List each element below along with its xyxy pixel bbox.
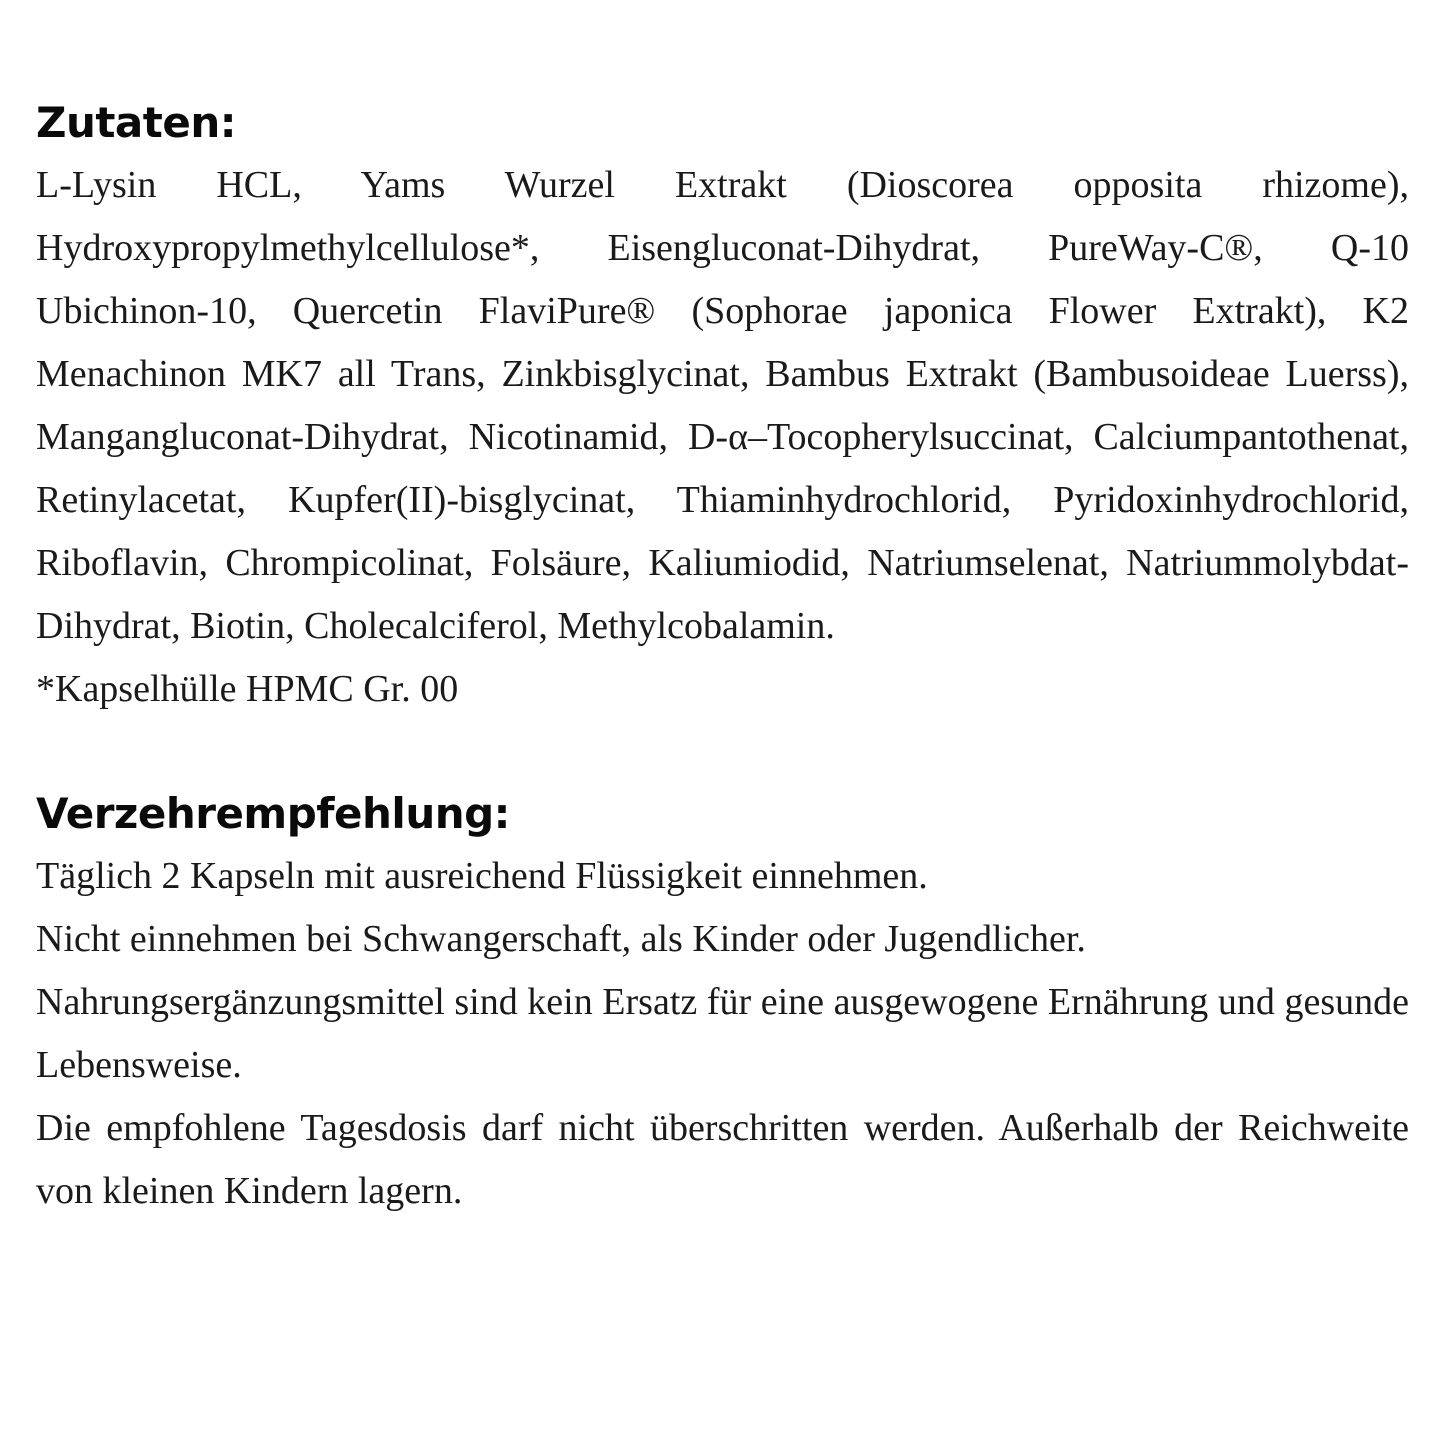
- pregnancy-warning: Nicht einnehmen bei Schwangerschaft, als Kinder oder Jugendlicher.: [36, 918, 1086, 960]
- recommendation-heading: Verzehrempfehlung:: [36, 789, 510, 838]
- storage-warning: Die empfohlene Tagesdosis darf nicht überschritten werden. Außerhalb der Reichweite von kleinen Kindern lagern.: [36, 1107, 1409, 1212]
- section-spacer: [36, 721, 1409, 783]
- capsule-footnote: *Kapselhülle HPMC Gr. 00: [36, 668, 459, 710]
- ingredients-list: L-Lysin HCL, Yams Wurzel Extrakt (Dioscorea opposita rhizome), Hydroxypropylmethylcellulose*, Eisengluconat-Dihydrat, PureWay-C®, Q-10 Ubichinon-10, Quercetin FlaviPure® (Sophorae japonica Flower Extrakt), K2 Menachinon MK7 all Trans, Zinkbisglycinat, Bambus Extrakt (Bambusoideae Luerss), Mangangluconat-Dihydrat, Nicotinamid, D-α–Tocopherylsuccinat, Calciumpantothenat, Retinylacetat, Kupfer(II)-bisglycinat, Thiaminhydrochlorid, Pyridoxinhydrochlorid, Riboflavin, Chrompicolinat, Folsäure, Kaliumiodid, Natriumselenat, Natriummolybdat-Dihydrat, Biotin, Cholecalciferol, Methylcobalamin.: [36, 164, 1409, 647]
- label-page: [36, 92, 1409, 1223]
- dosage-instruction: Täglich 2 Kapseln mit ausreichend Flüssigkeit einnehmen.: [36, 855, 928, 897]
- ingredients-section: [36, 92, 1409, 721]
- ingredients-heading: Zutaten:: [36, 98, 237, 147]
- supplement-disclaimer: Nahrungsergänzungsmittel sind kein Ersatz für eine ausgewogene Ernährung und gesunde Lebensweise.: [36, 981, 1409, 1086]
- recommendation-section: [36, 783, 1409, 1223]
